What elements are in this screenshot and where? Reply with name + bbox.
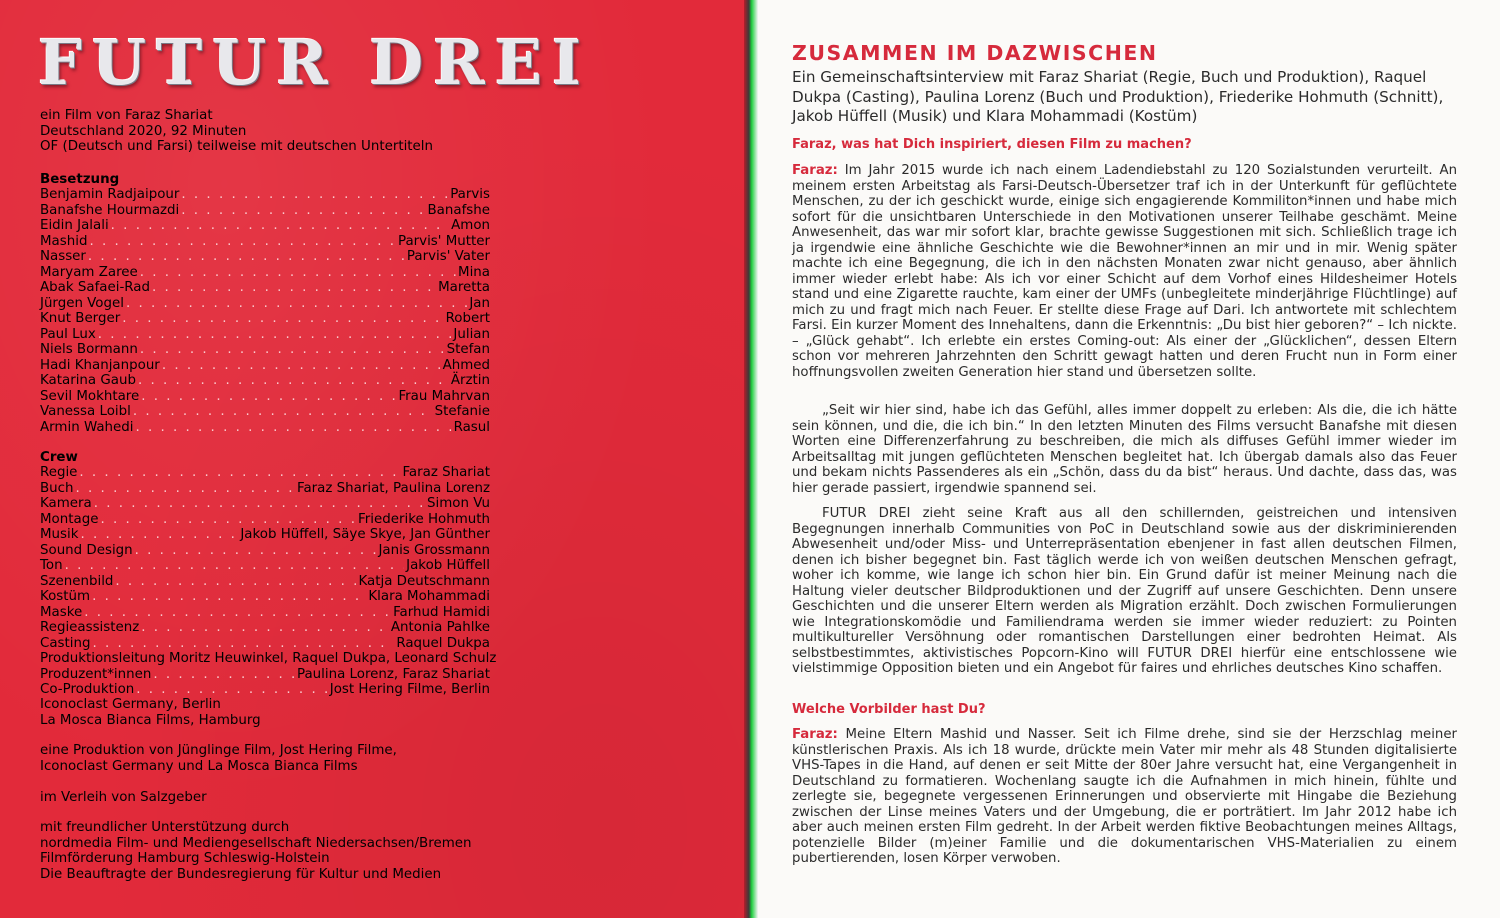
answer-1-paragraph-1	[792, 163, 1457, 380]
cast-name: Niels Bormann	[40, 342, 138, 357]
crew-row	[40, 667, 490, 683]
support-line: Filmförderung Hamburg Schleswig-Holstein	[40, 851, 330, 866]
crew-name: Sound Design	[40, 542, 133, 558]
question-1: Faraz, was hat Dich inspiriert, diesen Film zu machen?	[792, 137, 1192, 152]
cast-name: Banafshe Hourmazdi	[40, 202, 180, 218]
dot-leader	[115, 574, 356, 590]
cast-role: Stefanie	[434, 404, 490, 419]
cast-name: Armin Wahedi	[40, 419, 134, 435]
crew-name: Musik	[40, 527, 79, 542]
cast-name: Hadi Khanjanpour	[40, 357, 160, 373]
film-info-line: ein Film von Faraz Shariat	[40, 108, 213, 123]
crew-name: Maske	[40, 604, 83, 620]
cast-role: Frau Mahrvan	[398, 388, 490, 404]
support-line: Die Beauftragte der Bundesregierung für Kultur und Medien	[40, 866, 442, 882]
cast-name: Benjamin Radjaipour	[40, 187, 180, 202]
dot-leader	[133, 404, 433, 420]
cast-name: Paul Lux	[40, 326, 96, 342]
cast-name: Eidin Jalali	[40, 218, 109, 233]
answer-1-paragraph-2: „Seit wir hier sind, habe ich das Gefühl, alles immer doppelt zu erleben: Als die, die ich hätte sein können, und die, die ich bin.“ In den letzten Minuten des Films versucht Banafshe mit diesen Worten eine Differenzerfahrung zu beschreiben, die mich als diffuses Gefühl immer wieder im Arbeitsalltag mit jungen geflüchteten Menschen begleitet hat. Ich übergab damals also das Feuer und bekam nichts Passenderes als ein „Schön, dass du da bist“ heraus. Und dachte, dass das, was hier gerade passiert, irgendwie spannend sei.	[792, 403, 1457, 496]
crew-name: Casting	[40, 635, 91, 651]
cast-role: Rasul	[453, 419, 490, 435]
crew-row	[40, 512, 490, 528]
film-info	[40, 108, 433, 155]
cast-role: Julian	[453, 326, 490, 342]
cast-role: Parvis	[450, 187, 490, 202]
dot-leader	[162, 358, 441, 374]
cast-role: Ärztin	[450, 373, 490, 388]
cast-role: Amon	[451, 218, 490, 233]
cast-role: Parvis' Mutter	[397, 233, 490, 249]
dot-leader	[65, 558, 405, 574]
crew-list	[40, 465, 497, 698]
support-line: mit freundlicher Unterstützung durch	[40, 820, 290, 835]
crew-name: Szenenbild	[40, 573, 114, 589]
dot-leader	[92, 589, 366, 605]
dot-leader	[141, 620, 389, 636]
cast-role: Stefan	[446, 342, 490, 357]
cast-role: Banafshe	[427, 202, 490, 218]
dot-leader	[100, 512, 356, 528]
crew-role: Moritz Heuwinkel, Raquel Dukpa, Leonard Schulz	[169, 651, 497, 666]
dot-leader	[140, 265, 456, 281]
dot-leader	[76, 481, 295, 497]
cast-name: Nasser	[40, 249, 86, 264]
production-note	[40, 743, 397, 774]
crew-extra-line: La Mosca Bianca Films, Hamburg	[40, 712, 261, 728]
dot-leader	[140, 342, 445, 358]
cast-row	[40, 342, 490, 358]
dot-leader	[135, 420, 451, 436]
dot-leader	[136, 682, 328, 698]
question-2: Welche Vorbilder hast Du?	[792, 702, 986, 717]
cast-row	[40, 389, 490, 405]
speaker-label: Faraz:	[792, 727, 838, 742]
crew-name: Buch	[40, 480, 74, 496]
crew-row	[40, 481, 490, 497]
crew-role: Raquel Dukpa	[396, 635, 490, 651]
dot-leader	[141, 389, 396, 405]
crew-role: Jakob Hüffell	[406, 558, 490, 573]
crew-name: Regieassistenz	[40, 620, 140, 635]
crew-row	[40, 636, 490, 652]
cast-role: Mina	[458, 264, 490, 280]
cast-row	[40, 311, 490, 327]
crew-role: Katja Deutschmann	[358, 573, 490, 589]
dot-leader	[153, 667, 295, 683]
crew-role: Faraz Shariat, Paulina Lorenz	[297, 480, 490, 496]
crew-role: Farhud Hamidi	[393, 604, 490, 620]
crew-row	[40, 651, 497, 667]
crew-role: Klara Mohammadi	[368, 589, 490, 604]
answer-1-paragraph-3: FUTUR DREI zieht seine Kraft aus all den schillernden, geistreichen und intensiven Begegnungen innerhalb Communities von PoC in Deutschland sowie aus der diskriminierenden Abwesenheit und/oder Miss- und Unterrepräsentation ebenjener in fast allen deutschen Filmen, denen ich bisher begegnet bin. Fast täglich werde ich von weißen deutschen Menschen gefragt, woher ich komme, wie lange ich schon hier bin. Ein Grund dafür ist meiner Meinung nach die Haltung vieler deutscher Bildproduktionen und der Zugriff auf unsere Geschichten. Denn unsere Geschichten und die unserer Eltern werden als Migration erzählt. Doch zwischen Formulierungen wie Integrationskomödie und Familiendrama werden sie immer wieder reduziert: zu Pointen multikultureller Versöhnung oder romantischen Darstellungen einer bedrohten Heimat. Als selbstbestimmtes, aktivistisches Popcorn-Kino will FUTUR DREI hierfür eine entschlossene wie vielstimmige Opposition bieten und ein Angebot für faires und ehrliches deutsches Kino schaffen.	[792, 506, 1457, 676]
dot-leader	[181, 203, 425, 219]
distribution-note: im Verleih von Salzgeber	[40, 790, 207, 805]
dot-leader	[126, 296, 467, 312]
cast-row	[40, 218, 490, 234]
answer-2	[792, 727, 1457, 867]
film-logo: FUTUR DREI	[38, 26, 591, 99]
production-line: eine Produktion von Jünglinge Film, Jost Hering Filme,	[40, 743, 397, 758]
dot-leader	[88, 249, 405, 265]
dot-leader	[152, 280, 436, 296]
cast-row	[40, 296, 490, 312]
crew-role: Antonia Pahlke	[390, 620, 490, 635]
film-info-line: OF (Deutsch und Farsi) teilweise mit deutschen Untertiteln	[40, 139, 433, 154]
cast-row	[40, 404, 490, 420]
crew-name: Montage	[40, 511, 99, 527]
support-line: nordmedia Film- und Mediengesellschaft Niedersachsen/Bremen	[40, 835, 472, 851]
cast-role: Parvis' Vater	[406, 249, 490, 264]
crew-heading: Crew	[40, 450, 78, 465]
film-info-line: Deutschland 2020, 92 Minuten	[40, 123, 247, 139]
cast-row	[40, 265, 490, 281]
dot-leader	[111, 218, 449, 234]
cast-name: Jürgen Vogel	[40, 295, 124, 311]
crew-row	[40, 574, 490, 590]
support-note	[40, 820, 471, 882]
dot-leader	[135, 543, 377, 559]
crew-row	[40, 527, 490, 543]
answer-text: Meine Eltern Mashid und Nasser. Seit ich Filme drehe, sind sie der Herzschlag meiner künstlerischen Praxis. Als ich 18 wurde, drückte mein Vater mir mehr als 48 Stunden digitalisierte VHS-Tapes in die Hand, auf denen er seit Mitte der 80er Jahre versucht hat, eine Vergangenheit in Deutschland zu formatieren. Wochenlang saugte ich die Aufnahmen in mich hinein, fühlte und zerlegte sie, begegnete vergessenen Erinnerungen und observierte mit Hingabe die Beziehung zwischen der Linse meines Vaters und der Umgebung, die er porträtiert. Im Jahr 2012 habe ich aber auch meinen ersten Film gedreht. In der Arbeit werden fiktive Beobachtungen meines Alltags, potenzielle Bilder (m)einer Familie und die dokumentarischen VHS-Materialien zu einem pubertierenden, losen Körper verwoben.	[792, 727, 1457, 866]
cast-row	[40, 280, 490, 296]
crew-row	[40, 558, 490, 574]
crew-row	[40, 543, 490, 559]
dot-leader	[84, 605, 391, 621]
crew-row	[40, 620, 490, 636]
crew-role: Paulina Lorenz, Faraz Shariat	[297, 666, 490, 682]
crew-role: Simon Vu	[427, 496, 490, 511]
production-line: Iconoclast Germany und La Mosca Bianca Films	[40, 758, 358, 774]
cast-row	[40, 187, 490, 203]
cast-list	[40, 187, 490, 435]
cast-role: Maretta	[438, 280, 490, 295]
crew-extra	[40, 697, 261, 728]
crew-role: Friederike Hohmuth	[358, 511, 490, 527]
crew-name: Produzent*innen	[40, 666, 152, 682]
cast-row	[40, 358, 490, 374]
crew-name: Regie	[40, 465, 78, 480]
interview-intro: Ein Gemeinschaftsinterview mit Faraz Shariat (Regie, Buch und Produktion), Raquel Dukpa (Casting), Paulina Lorenz (Buch und Produktion), Friederike Hohmuth (Schnitt), Jakob Hüffell (Musik) und Klara Mohammadi (Kostüm)	[792, 68, 1444, 125]
cast-name: Maryam Zaree	[40, 264, 138, 280]
cast-name: Abak Safaei-Rad	[40, 280, 151, 295]
cast-heading: Besetzung	[40, 172, 120, 187]
cast-row	[40, 249, 490, 265]
crew-role: Jakob Hüffell, Säye Skye, Jan Günther	[240, 527, 490, 542]
cast-row	[40, 327, 490, 343]
crew-name: Produktionsleitung	[40, 651, 166, 666]
cast-row	[40, 234, 490, 250]
crew-role: Faraz Shariat	[402, 465, 490, 480]
crew-row	[40, 465, 490, 481]
answer-text: Im Jahr 2015 wurde ich nach einem Ladendiebstahl zu 120 Sozialstunden verurteilt. An meinem ersten Arbeitstag als Farsi-Deutsch-Übersetzer traf ich in der Unterkunft für geflüchtete Menschen, zu der ich geschickt wurde, einige sich engagierende Kommiliton*innen und habe mich sofort für die unsichtbaren Unterschiede in den Motivationen unserer Teilhabe geschämt. Meine Anwesenheit, das war mir sofort klar, brachte gewisse Suggestionen mit sich. Schließlich trage ich ja irgendwie eine ähnliche Geschichte wie die Bewohner*innen an mir und in mir. Wenig später machte ich eine Begegnung, die ich in den nächsten Monaten zwar nicht genauso, aber ähnlich immer wieder erlebt habe: Als ich vor einer Schicht auf dem Vorhof eines Hildesheimer Hotels stand und eine Zigarette rauchte, kam einer der UMFs (unbegleitete minderjährige Flüchtlinge) auf mich zu und fragt mich nach Feuer. Er stellte diese Frage auf Dari. Ich antwortete mit schlechtem Farsi. Ein kurzer Moment des Innehaltens, dann die Erkenntnis: „Du bist hier geboren?“ – Ich nickte. – „Glück gehabt“. Ich erlebte ein erstes Coming-out: Als einer der „Glücklichen“, dessen Eltern schon vor mehreren Jahrzehnten den Schritt gewagt hatten und deren Frucht nun in Form einer hoffnungsvollen zweiten Generation hier stand und übersetzen sollte.	[792, 163, 1457, 380]
dot-leader	[89, 234, 396, 250]
interview-title: ZUSAMMEN IM DAZWISCHEN	[792, 41, 1158, 65]
dot-leader	[122, 311, 443, 327]
speaker-label: Faraz:	[792, 163, 838, 178]
crew-row	[40, 682, 490, 698]
crew-name: Co-Produktion	[40, 682, 135, 697]
dot-leader	[94, 496, 425, 512]
cast-name: Vanessa Loibl	[40, 404, 131, 419]
cast-name: Sevil Mokhtare	[40, 388, 140, 404]
cast-role: Jan	[469, 295, 490, 311]
crew-name: Kamera	[40, 496, 92, 511]
crew-role: Jost Hering Filme, Berlin	[329, 682, 490, 697]
cast-name: Mashid	[40, 233, 88, 249]
crew-row	[40, 496, 490, 512]
dot-leader	[181, 187, 448, 203]
crew-name: Kostüm	[40, 589, 91, 604]
dot-leader	[138, 373, 449, 389]
dot-leader	[79, 465, 400, 481]
crew-row	[40, 589, 490, 605]
cast-row	[40, 203, 490, 219]
crew-extra-line: Iconoclast Germany, Berlin	[40, 697, 221, 712]
cast-name: Katarina Gaub	[40, 373, 136, 388]
dot-leader	[93, 636, 395, 652]
crew-name: Ton	[40, 558, 63, 573]
dot-leader	[98, 327, 452, 343]
cast-role: Ahmed	[442, 357, 490, 373]
crew-row	[40, 605, 490, 621]
cast-row	[40, 420, 490, 436]
crew-role: Janis Grossmann	[378, 542, 490, 558]
cast-name: Knut Berger	[40, 311, 121, 326]
cast-row	[40, 373, 490, 389]
cast-role: Robert	[445, 311, 490, 326]
book-gutter	[744, 0, 758, 918]
dot-leader	[81, 527, 239, 543]
